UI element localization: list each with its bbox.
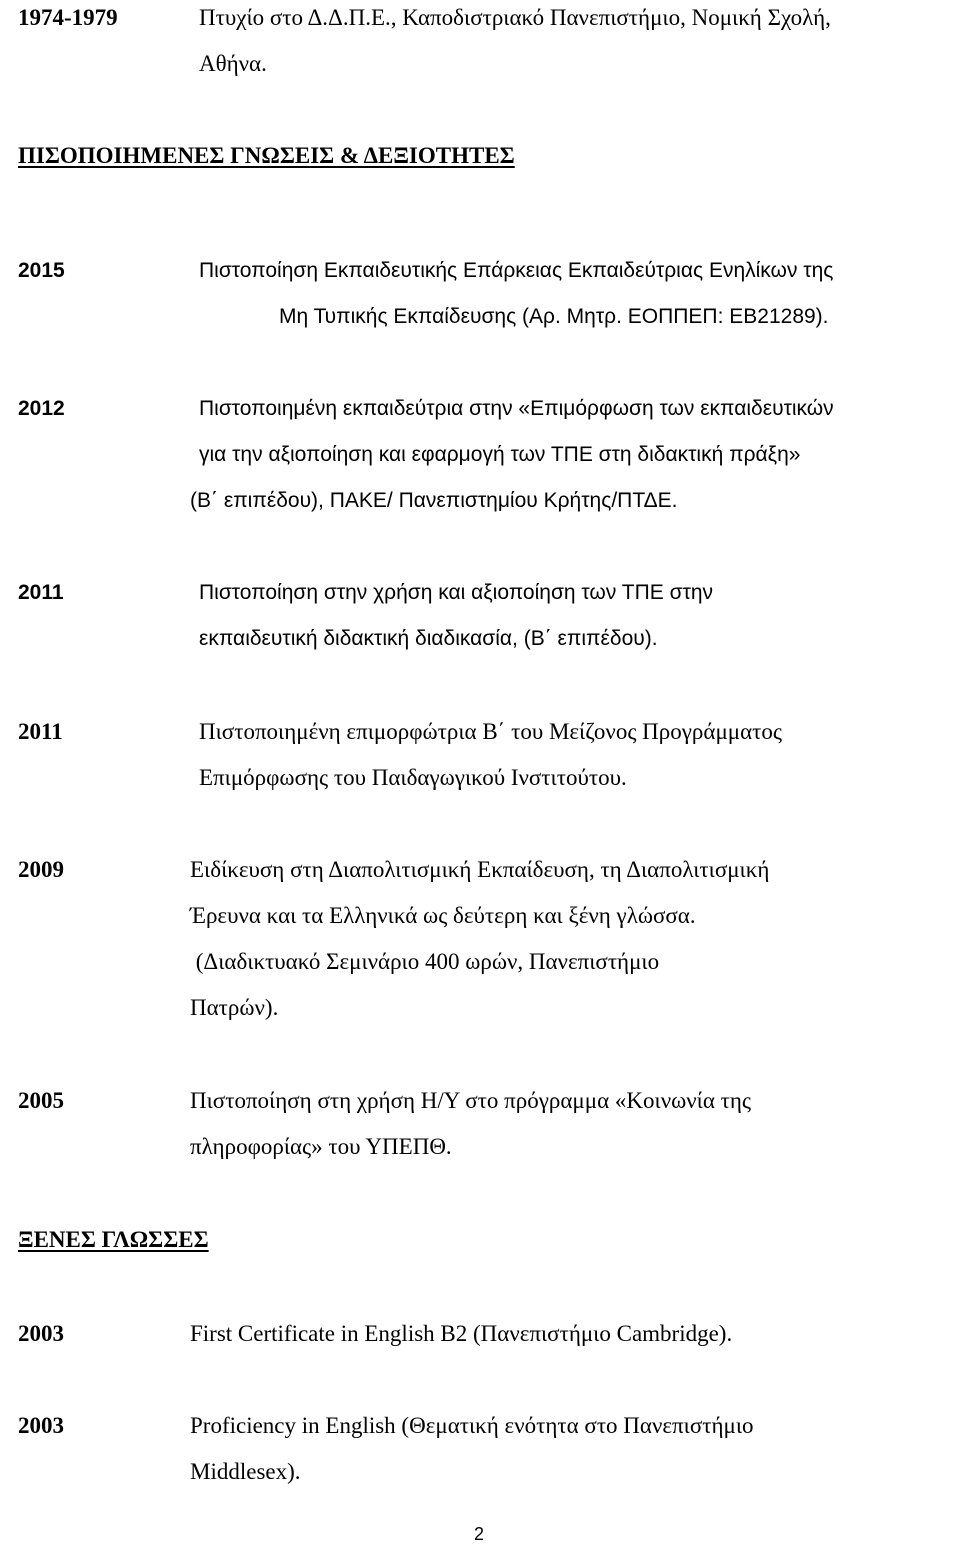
entry-2009-line-3: (Διαδικτυακό Σεμινάριο 400 ωρών, Πανεπιστήμιο [190, 949, 660, 974]
entry-2005-year: 2005 [18, 1088, 64, 1113]
page-number: 2 [474, 1524, 485, 1544]
language-2003b-line-2: Middlesex). [190, 1459, 301, 1484]
education-line-2: Αθήνα. [199, 51, 267, 76]
language-2003a-line-1: First Certificate in English B2 (Πανεπιστήμιο Cambridge). [190, 1321, 733, 1346]
entry-2011a-year: 2011 [18, 581, 64, 604]
language-2003a-year: 2003 [18, 1321, 64, 1346]
entry-2009-year: 2009 [18, 857, 64, 882]
entry-2009-line-4: Πατρών). [190, 995, 279, 1020]
education-year: 1974-1979 [18, 5, 118, 30]
entry-2009-line-1: Ειδίκευση στη Διαπολιτισμική Εκπαίδευση, τη Διαπολιτισμική [190, 857, 770, 882]
entry-2015-line-1: Πιστοποίηση Εκπαιδευτικής Επάρκειας Εκπαιδεύτριας Ενηλίκων της [199, 259, 834, 282]
language-2003b-line-1: Proficiency in English (Θεματική ενότητα στο Πανεπιστήμιο [190, 1413, 754, 1438]
entry-2012-line-1: Πιστοποιημένη εκπαιδεύτρια στην «Επιμόρφωση των εκπαιδευτικών [199, 397, 834, 420]
entry-2015-year: 2015 [18, 259, 65, 282]
entry-2012-line-3: (Β΄ επιπέδου), ΠΑΚΕ/ Πανεπιστημίου Κρήτης/ΠΤΔΕ. [190, 489, 678, 512]
entry-2011a-line-2: εκπαιδευτική διδακτική διαδικασία, (Β΄ επιπέδου). [199, 627, 658, 650]
entry-2011a-line-1: Πιστοποίηση στην χρήση και αξιοποίηση των ΤΠΕ στην [199, 581, 714, 604]
entry-2012-year: 2012 [18, 397, 65, 420]
entry-2005-line-2: πληροφορίας» του ΥΠΕΠΘ. [190, 1134, 452, 1159]
education-line-1: Πτυχίο στο Δ.Δ.Π.Ε., Καποδιστριακό Πανεπιστήμιο, Νομική Σχολή, [199, 5, 831, 30]
language-2003b-year: 2003 [18, 1413, 64, 1438]
entry-2011b-year: 2011 [18, 719, 63, 744]
entry-2009-line-2: Έρευνα και τα Ελληνικά ως δεύτερη και ξένη γλώσσα. [190, 903, 696, 928]
languages-heading: ΞΕΝΕΣ ΓΛΩΣΣΕΣ [18, 1227, 209, 1252]
entry-2011b-line-1: Πιστοποιημένη επιμορφώτρια Β΄ του Μείζονος Προγράμματος [199, 719, 783, 744]
certified-skills-heading: ΠΙΣΟΠΟΙΗΜΕΝΕΣ ΓΝΩΣΕΙΣ & ΔΕΞΙΟΤΗΤΕΣ [18, 143, 515, 168]
entry-2011b-line-2: Επιμόρφωσης του Παιδαγωγικού Ινστιτούτου. [199, 765, 627, 790]
entry-2005-line-1: Πιστοποίηση στη χρήση Η/Υ στο πρόγραμμα «Κοινωνία της [190, 1088, 751, 1113]
entry-2015-line-2: Μη Τυπικής Εκπαίδευσης (Αρ. Μητρ. ΕΟΠΠΕΠ: ΕΒ21289). [279, 305, 829, 328]
entry-2012-line-2: για την αξιοποίηση και εφαρμογή των ΤΠΕ στη διδακτική πράξη» [199, 443, 801, 466]
